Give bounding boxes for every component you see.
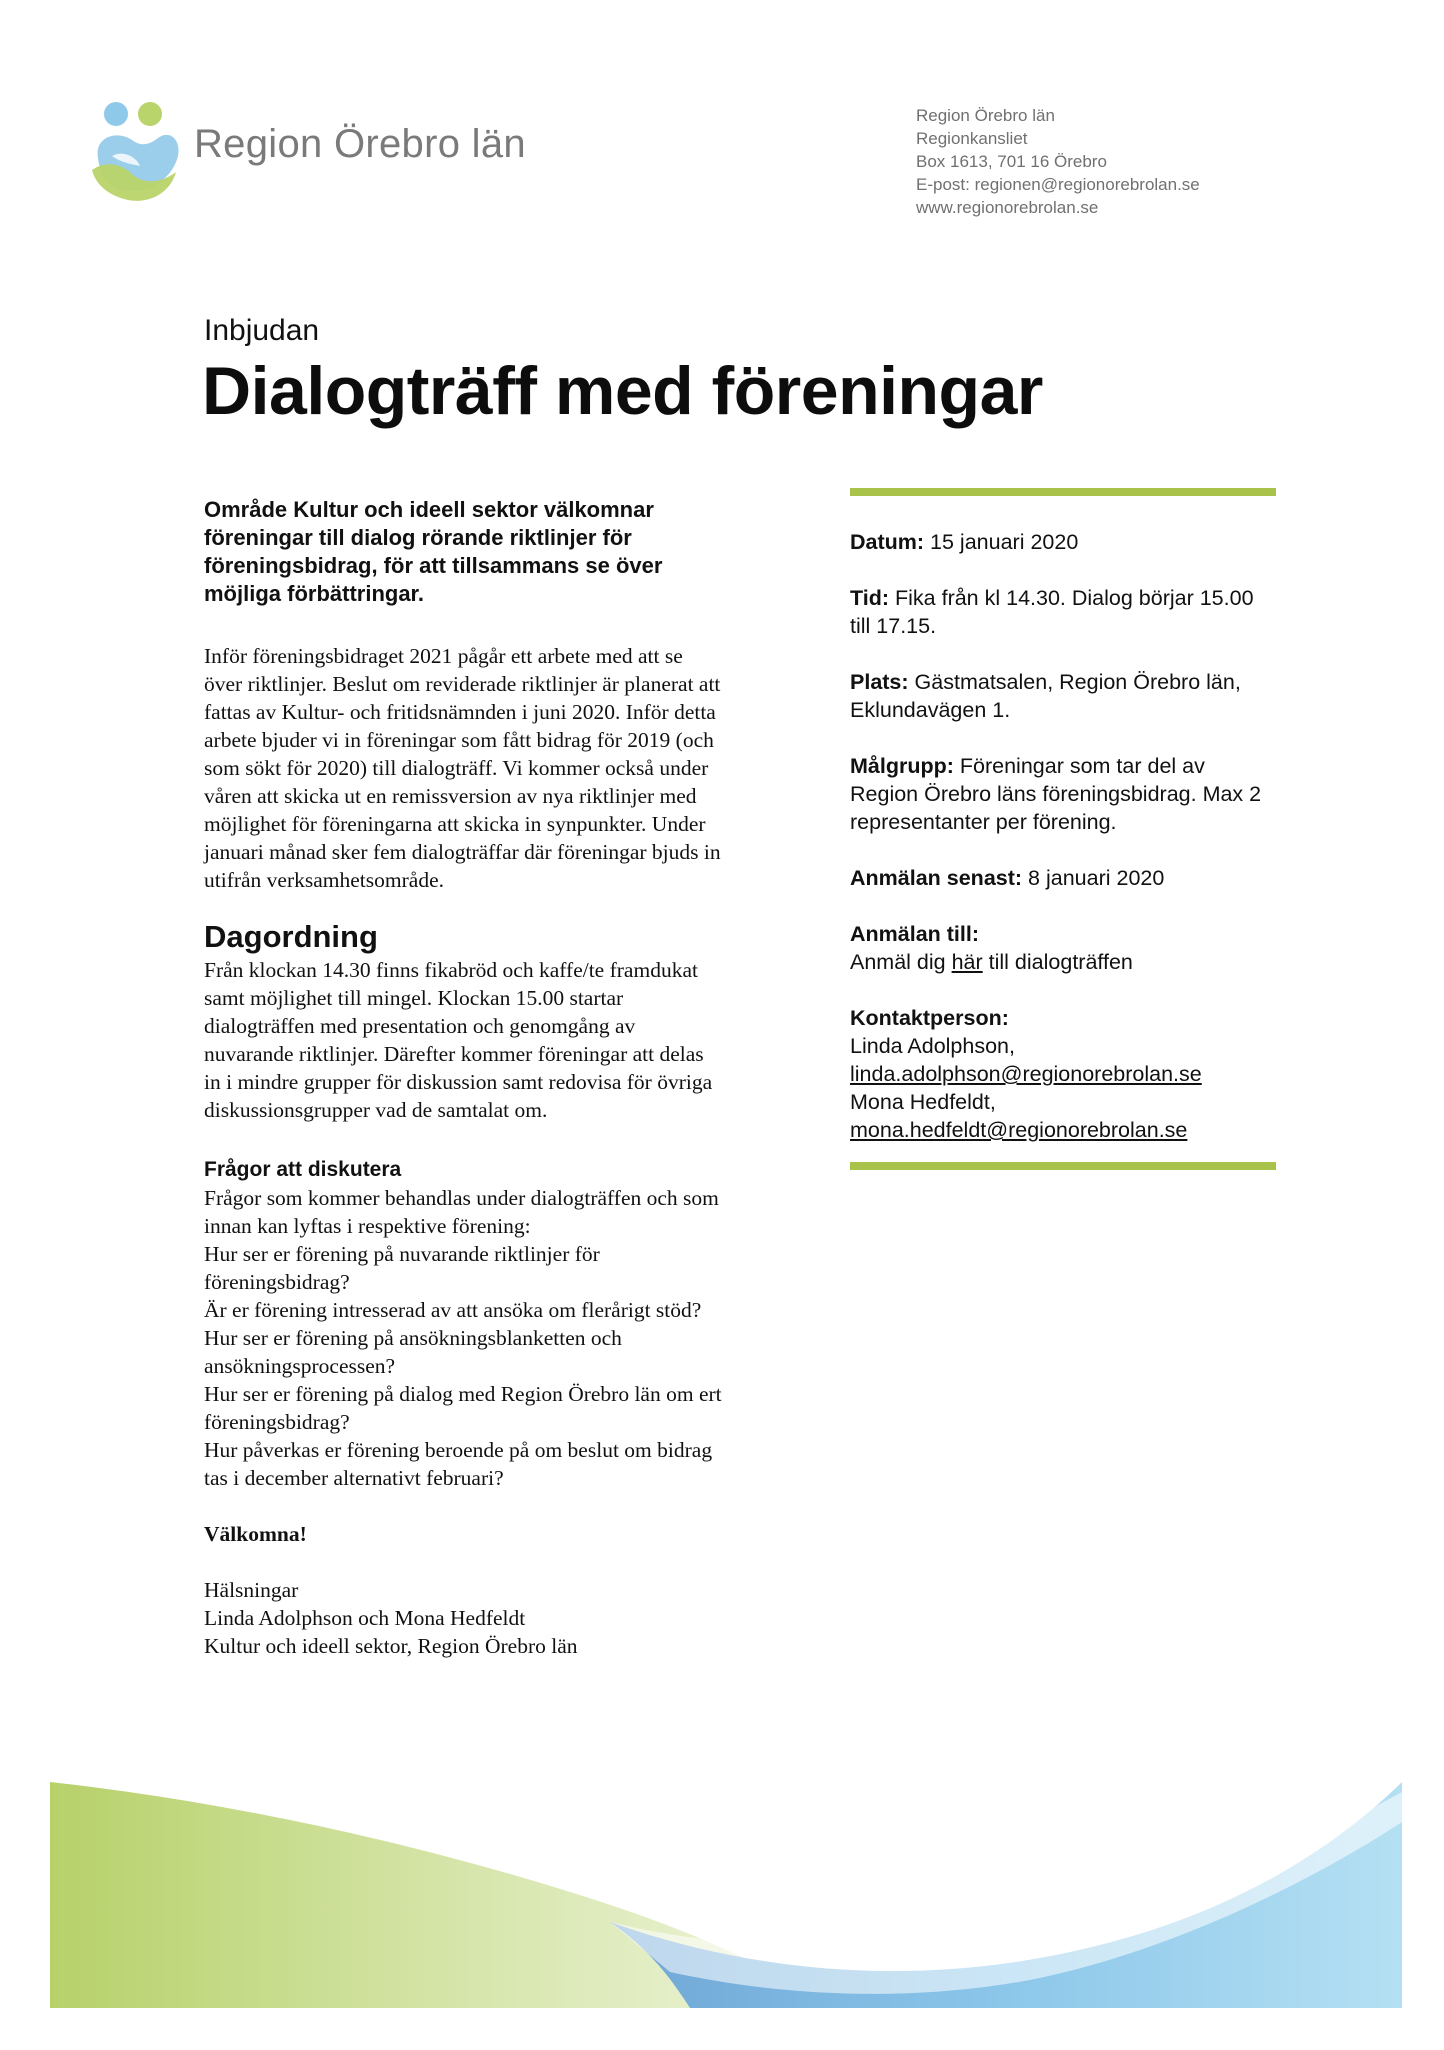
info-contact <box>850 1004 1276 1144</box>
audience-label: Målgrupp: <box>850 754 954 778</box>
address-line: Regionkansliet <box>916 129 1028 148</box>
sender-org: Kultur och ideell sektor, Region Örebro län <box>204 1634 578 1658</box>
main-column <box>204 496 724 1660</box>
questions-heading: Frågor att diskutera <box>204 1158 402 1181</box>
time-value: Fika från kl 14.30. Dialog börjar 15.00 till 17.15. <box>850 586 1254 638</box>
logo-wordmark: Region Örebro län <box>194 122 526 166</box>
signup-link[interactable]: här <box>951 950 983 974</box>
audience-value: Föreningar som tar del av Region Örebro läns föreningsbidrag. Max 2 representanter per förening. <box>850 754 1262 834</box>
event-info-box <box>850 488 1276 1170</box>
signup-pre: Anmäl dig <box>850 950 946 974</box>
contact-label: Kontaktperson: <box>850 1006 1009 1030</box>
question-item: Hur ser er förening på ansökningsblanketten och ansökningsprocessen? <box>204 1326 622 1378</box>
info-audience <box>850 752 1276 836</box>
question-item: Hur ser er förening på dialog med Region Örebro län om ert föreningsbidrag? <box>204 1382 722 1434</box>
questions-list <box>204 1240 724 1492</box>
info-time <box>850 584 1276 640</box>
page-title: Dialogträff med föreningar <box>202 353 1043 429</box>
address-website[interactable]: www.regionorebrolan.se <box>916 198 1099 217</box>
sender-names: Linda Adolphson och Mona Hedfeldt <box>204 1606 526 1630</box>
info-deadline <box>850 864 1276 892</box>
agenda-body: Från klockan 14.30 finns fikabröd och kaffe/te framdukat samt möjlighet till mingel. Klockan 15.00 startar dialogträffen med presentation och genomgång av nuvarande riktlinjer. Därefter kommer föreningar att delas in i mindre grupper för diskussion samt redovisa för övriga diskussionsgrupper vad de samtalat om. <box>204 958 713 1122</box>
info-signup <box>850 920 1276 976</box>
info-place <box>850 668 1276 724</box>
region-logo-icon <box>88 100 184 204</box>
intro-lead: Område Kultur och ideell sektor välkomnar föreningar till dialog rörande riktlinjer för föreningsbidrag, för att tillsammans se över möjliga förbättringar. <box>204 497 663 606</box>
signup-label: Anmälan till: <box>850 922 980 946</box>
divider-bottom <box>850 1162 1276 1170</box>
intro-body: Inför föreningsbidraget 2021 pågår ett arbete med att se över riktlinjer. Beslut om reviderade riktlinjer är planerat att fattas av Kultur- och fritidsnämnden i juni 2020. Inför detta arbete bjuder vi in föreningar som fått bidrag för 2019 (och som sökt för 2020) till dialogträff. Vi kommer också under våren att skicka ut en remissversion av nya riktlinjer med möjlighet för föreningarna att skicka in synpunkter. Under januari månad sker fem dialogträffar där föreningar bjuds in utifrån verksamhetsområde. <box>204 644 721 892</box>
time-label: Tid: <box>850 586 890 610</box>
questions-intro: Frågor som kommer behandlas under dialogträffen och som innan kan lyftas i respektive förening: <box>204 1186 719 1238</box>
info-date <box>850 528 1276 556</box>
address-email[interactable]: E-post: regionen@regionorebrolan.se <box>916 175 1200 194</box>
deadline-value: 8 januari 2020 <box>1028 866 1165 890</box>
address-line: Box 1613, 701 16 Örebro <box>916 152 1107 171</box>
deadline-label: Anmälan senast: <box>850 866 1023 890</box>
contact-email-link[interactable]: mona.hedfeldt@regionorebrolan.se <box>850 1118 1188 1142</box>
sender-address <box>916 104 1276 219</box>
contact-name: Mona Hedfeldt, <box>850 1090 996 1114</box>
document-kicker: Inbjudan <box>204 314 320 347</box>
logo <box>88 96 528 206</box>
agenda-heading: Dagordning <box>204 919 378 954</box>
contact-email-link[interactable]: linda.adolphson@regionorebrolan.se <box>850 1062 1202 1086</box>
question-item: Hur ser er förening på nuvarande riktlinjer för föreningsbidrag? <box>204 1242 600 1294</box>
signup-post: till dialogträffen <box>988 950 1133 974</box>
divider-top <box>850 488 1276 496</box>
date-label: Datum: <box>850 530 925 554</box>
address-line: Region Örebro län <box>916 106 1055 125</box>
footer-wave-graphic <box>50 1782 1402 2008</box>
place-value: Gästmatsalen, Region Örebro län, Eklundavägen 1. <box>850 670 1241 722</box>
place-label: Plats: <box>850 670 909 694</box>
greeting: Hälsningar <box>204 1578 299 1602</box>
welcome-text: Välkomna! <box>204 1522 307 1546</box>
question-item: Är er förening intresserad av att ansöka om flerårigt stöd? <box>204 1298 702 1322</box>
question-item: Hur påverkas er förening beroende på om beslut om bidrag tas i december alternativt februari? <box>204 1438 713 1490</box>
date-value: 15 januari 2020 <box>930 530 1079 554</box>
contact-name: Linda Adolphson, <box>850 1034 1015 1058</box>
